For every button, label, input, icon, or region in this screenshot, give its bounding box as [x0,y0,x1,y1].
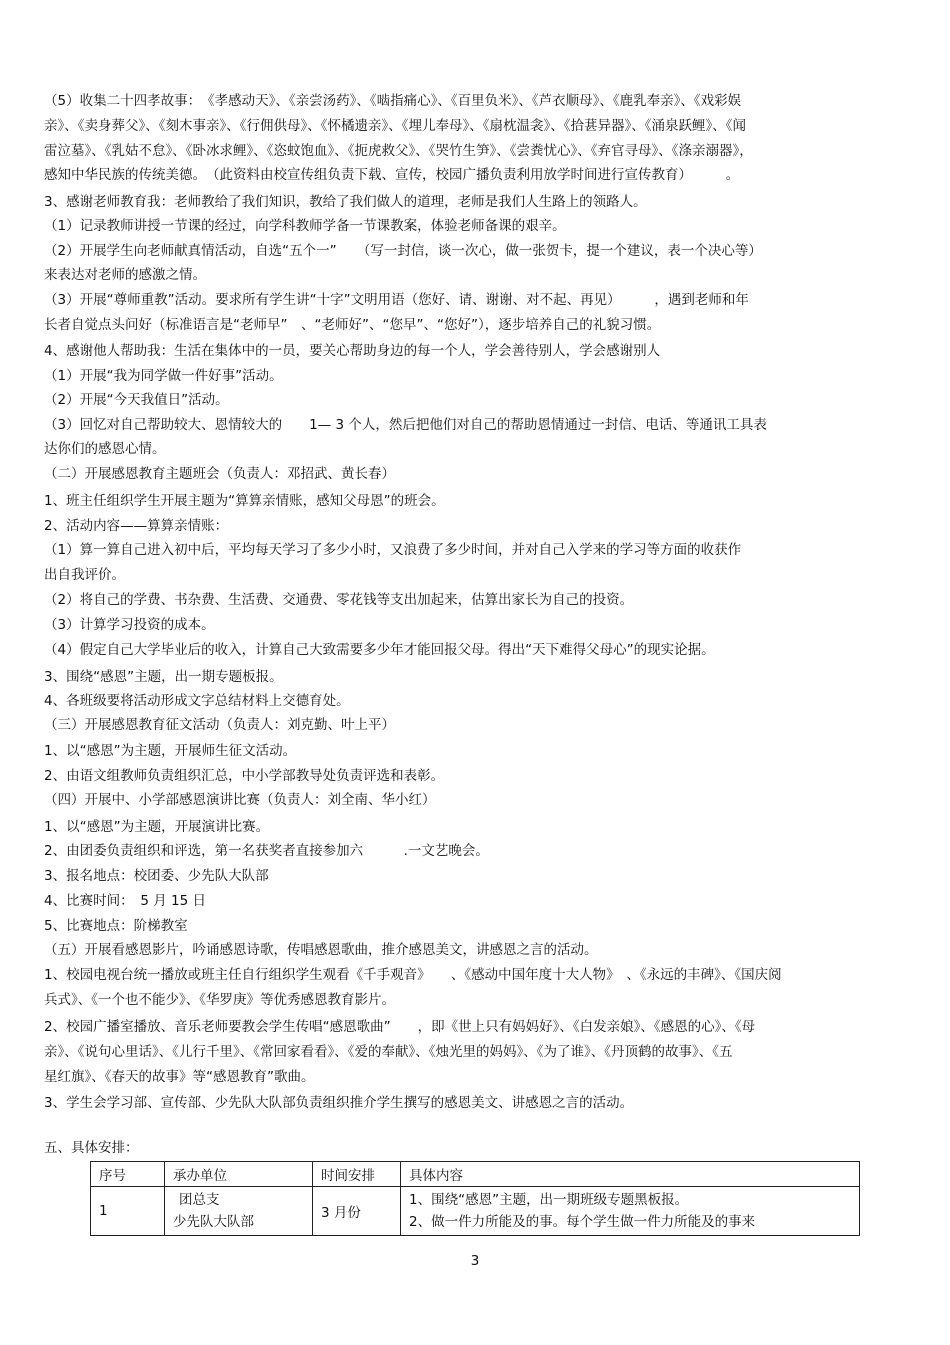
text-line: 1、校园电视台统一播放或班主任自行组织学生观看《千手观音》 、《感动中国年度十大人物》 、《永远的丰碑》、《国庆阅 [44,967,782,983]
organizer-unit: 少先队大队部 [173,1214,254,1230]
column-header: 序号 [91,1162,165,1187]
text-line: 2、活动内容——算算亲情账： [44,518,229,534]
text-line: （3）计算学习投资的成本。 [44,617,215,633]
text-line: 2、由团委负责组织和评选，第一名获奖者直接参加六 .一文艺晚会。 [44,843,489,859]
text-line: 1、班主任组织学生开展主题为“算算亲情账，感知父母恩”的班会。 [44,493,445,509]
content-cell [401,1187,860,1236]
text-line: 雷泣墓》、《乳姑不怠》、《卧冰求鲤》、《恣蚊饱血》、《扼虎救父》、《哭竹生笋》、《尝粪忧心》、《弃官寻母》、《涤亲溺器》， [44,143,753,159]
text-line: 4、比赛时间： 5 月 15 日 [44,893,206,909]
text-line: 3、围绕“感恩”主题，出一期专题板报。 [44,669,283,685]
text-line: 亲》、《说句心里话》、《儿行千里》、《常回家看看》、《爱的奉献》、《烛光里的妈妈》、《为了谁》、《丹顶鹤的故事》、《五 [44,1044,733,1060]
text-line: 长者自觉点头问好（标准语言是“老师早” 、“老师好”、“您早”、“您好”），逐步培养自己的礼貌习惯。 [44,317,661,333]
page-number: 3 [470,1253,480,1269]
text-line: 2、由语文组教师负责组织汇总，中小学部教导处负责评选和表彰。 [44,768,445,784]
text-line: 来表达对老师的感激之情。 [44,267,206,283]
column-header: 时间安排 [313,1162,401,1187]
text-line: 兵式》、《一个也不能少》、《华罗庚》等优秀感恩教育影片。 [44,992,395,1008]
text-line: （1）算一算自己进入初中后，平均每天学习了多少小时，又浪费了多少时间，并对自己入学来的学习等方面的收获作 [44,542,742,558]
text-line: 4、各班级要将活动形成文字总结材料上交德育处。 [44,693,350,709]
table-header-row [91,1162,860,1187]
text-line: 3、报名地点：校团委、少先队大队部 [44,868,269,884]
column-header: 具体内容 [401,1162,860,1187]
section-heading: 五、具体安排： [44,1140,139,1156]
section-heading: 3、感谢老师教育我：老师教给了我们知识，教给了我们做人的道理，老师是我们人生路上的领路人。 [44,194,647,210]
text-line: （2）将自己的学费、书杂费、生活费、交通费、零花钱等支出加起来，估算出家长为自己的投资。 [44,592,634,608]
content-item: 1、围绕“感恩”主题，出一期班级专题黑板报。 [409,1192,689,1208]
row-number: 1 [91,1187,165,1236]
text-line: 出自我评价。 [44,567,125,583]
organizer-cell [165,1187,313,1236]
text-line: 达你们的感恩心情。 [44,441,166,457]
text-line: （4）假定自己大学毕业后的收入，计算自己大致需要多少年才能回报父母。得出“天下难得父母心”的现实论据。 [44,642,715,658]
text-line: （1）记录教师讲授一节课的经过，向学科教师学备一节课教案，体验老师备课的艰辛。 [44,218,566,234]
text-line: 1、以“感恩”为主题，开展师生征文活动。 [44,743,297,759]
text-line: 3、学生会学习部、宣传部、少先队大队部负责组织推介学生撰写的感恩美文、讲感恩之言的活动。 [44,1095,634,1111]
section-heading: （五）开展看感恩影片，吟诵感恩诗歌，传唱感恩歌曲，推介感恩美文，讲感恩之言的活动。 [44,942,598,958]
section-heading: （二）开展感恩教育主题班会（负责人：邓招武、黄长春） [44,466,395,482]
table-row [91,1187,860,1236]
content-item: 2、做一件力所能及的事。每个学生做一件力所能及的事来 [409,1214,756,1230]
text-line: 星红旗》、《春天的故事》等“感恩教育”歌曲。 [44,1069,315,1085]
section-heading: （四）开展中、小学部感恩演讲比赛（负责人：刘全南、华小红） [44,792,436,808]
text-line: （3）开展“尊师重教”活动。要求所有学生讲“十字”文明用语（您好、请、谢谢、对不起、再见） ，遇到老师和年 [44,292,749,308]
text-line: 1、以“感恩”为主题，开展演讲比赛。 [44,819,270,835]
text-line: （5）收集二十四孝故事： 《孝感动天》、《亲尝汤药》、《啮指痛心》、《百里负米》、《芦衣顺母》、《鹿乳奉亲》、《戏彩娱 [44,93,742,109]
text-line: 5、比赛地点：阶梯教室 [44,918,188,934]
text-line: 感知中华民族的传统美德。 （此资料由校宣传组负责下载、宣传，校园广播负责利用放学时间进行宣传教育） 。 [44,167,740,183]
text-line: （1）开展“我为同学做一件好事”活动。 [44,368,283,384]
schedule-table [90,1161,860,1236]
text-line: （3）回忆对自己帮助较大、恩情较大的 1— 3 个人，然后把他们对自己的帮助恩情通过一封信、电话、等通讯工具表 [44,417,767,433]
text-line: 2、校园广播室播放、音乐老师要教会学生传唱“感恩歌曲” ，即《世上只有妈妈好》、《白发亲娘》、《感恩的心》、《母 [44,1019,756,1035]
section-heading: （三）开展感恩教育征文活动（负责人：刘克勤、叶上平） [44,717,395,733]
text-line: （2）开展“今天我值日”活动。 [44,392,229,408]
time-cell: 3 月份 [313,1187,401,1236]
organizer-unit: 团总支 [179,1192,220,1208]
column-header: 承办单位 [165,1162,313,1187]
text-line: （2）开展学生向老师献真情活动，自选“五个一” （写一封信，谈一次心，做一张贺卡，提一个建议，表一个决心等） [44,243,762,259]
text-line: 亲》、《卖身葬父》、《刻木事亲》、《行佣供母》、《怀橘遗亲》、《埋儿奉母》、《扇枕温衾》、《拾葚异器》、《涌泉跃鲤》、《闻 [44,118,746,134]
section-heading: 4、感谢他人帮助我：生活在集体中的一员，要关心帮助身边的每一个人，学会善待别人，学会感谢别人 [44,343,661,359]
